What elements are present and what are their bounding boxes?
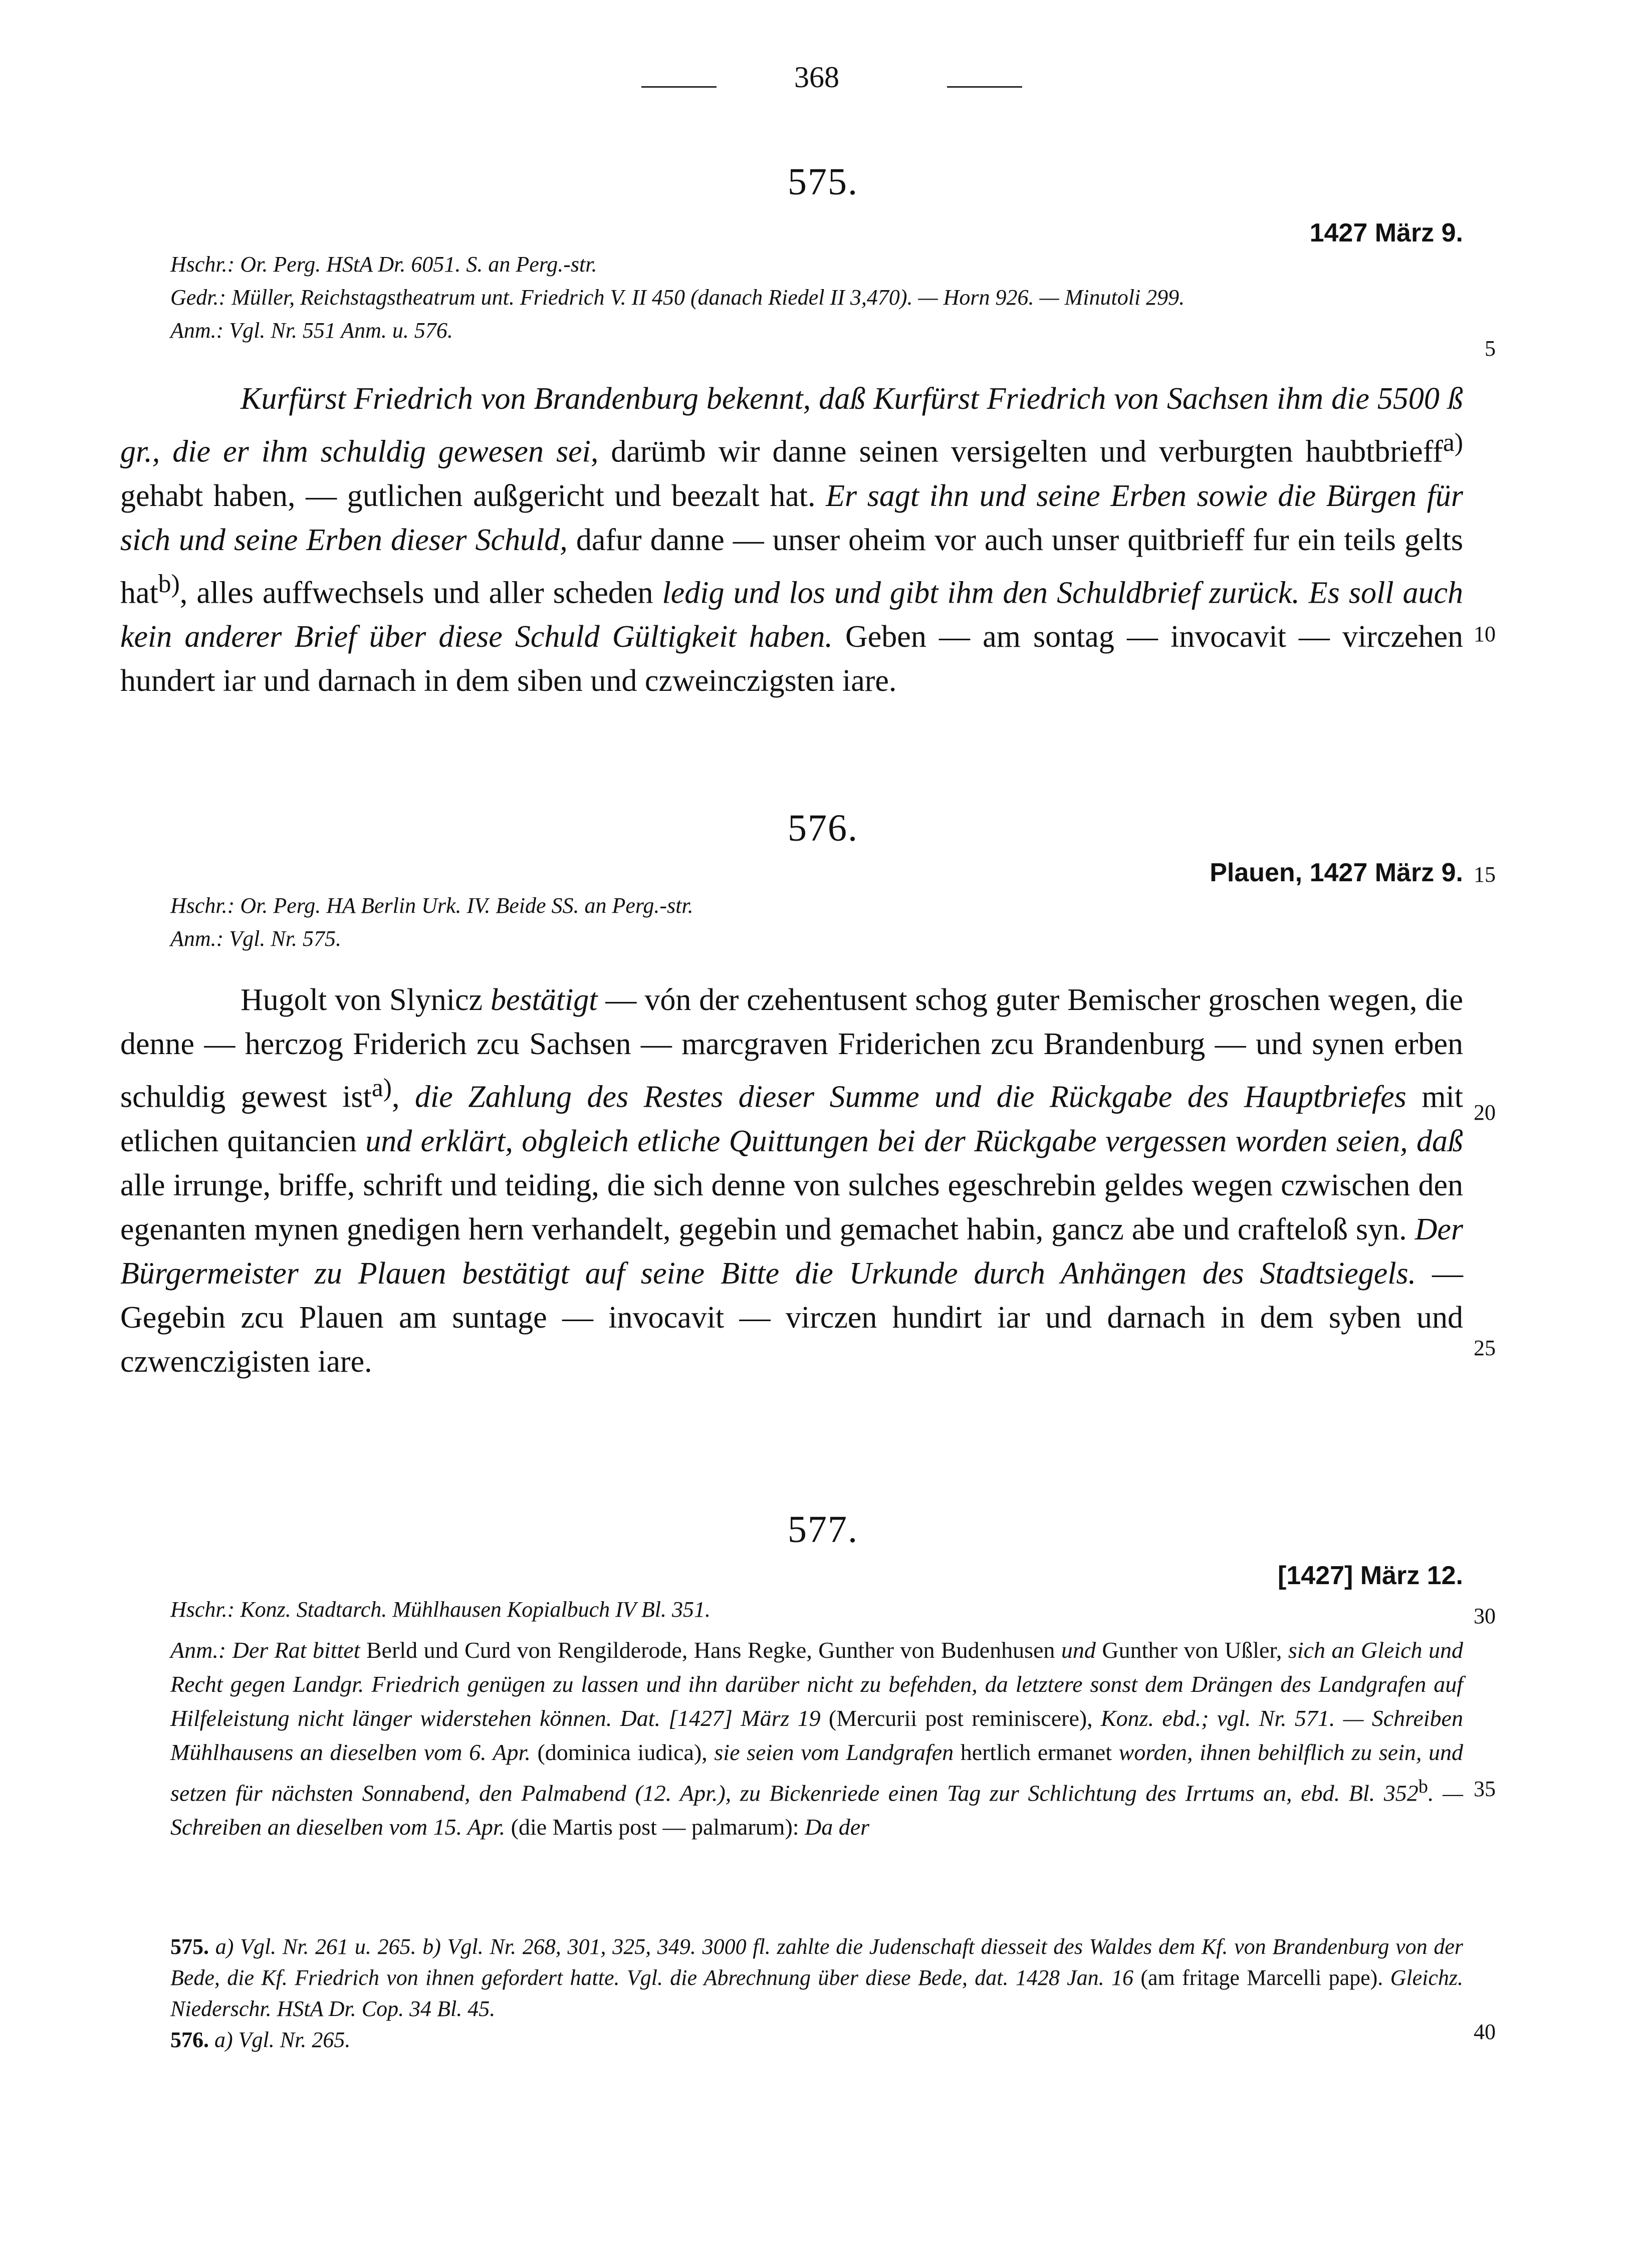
entry-date: Plauen, 1427 März 9. [1210,858,1463,887]
italic-text-run: Kurfürst Friedrich von Brandenburg bekennt, daß Kurfürst Friedrich von Sachsen ihm die 5500 ß gr., die er ihm schuldig gewesen sei, [120,382,1463,469]
text-run: gehabt haben, — gutlichen außgericht und beezalt hat. [120,478,826,513]
text-run: (Mercurii post reminiscere), [820,1705,1101,1731]
page-number: 368 [794,61,839,94]
entry-number: 575. [788,161,858,203]
italic-text-run: Gleichz. Niederschr. HStA Dr. Cop. 34 Bl. 45. [170,1965,1464,2021]
footnote [170,1931,1463,2025]
line-number: 15 [1474,862,1496,887]
italic-text-run: Der Bürgermeister zu Plauen bestätigt auf seine Bitte die Urkunde durch Anhängen des Stadtsiegels. [120,1212,1463,1291]
text-run: (die Martis post — palmarum): [505,1814,805,1840]
entry-date: [1427] März 12. [1278,1561,1463,1590]
text-run: (dominica iudica), [530,1739,715,1765]
text-run: , [392,1080,415,1114]
text-run: Geben — am sontag — invocavit — virczehen hundert iar und darnach in dem siben und czweinczigsten iare. [120,620,1463,698]
italic-text-run: a) Vgl. Nr. 265. [209,2028,351,2052]
entry-number: 576. [788,807,858,849]
italic-text-run: Er sagt ihn und seine Erben sowie die Bürgen für sich und seine Erben dieser Schuld, [120,478,1464,557]
footnote-marker: a) [371,1074,392,1102]
line-number: 10 [1474,622,1496,646]
entry-meta [170,1593,1463,1626]
italic-text-run: bestätigt [490,983,598,1017]
text-run: dafur danne — unser oheim vor auch unser quitbrieff fur ein teils gelts hat [120,523,1464,610]
meta-line: Gedr.: Müller, Reichstagstheatrum unt. Friedrich V. II 450 (danach Riedel II 3,470). — Horn 926. — Minutoli 299. [170,285,1185,310]
italic-text-run: Anm.: Der Rat bittet [170,1637,360,1663]
entry-notes [170,1633,1463,1844]
meta-line: Anm.: Vgl. Nr. 575. [170,926,341,951]
line-number: 30 [1474,1604,1496,1628]
italic-text-run: sich an Gleich und Recht gegen Landgr. Friedrich genügen zu lassen und ihn darüber nicht zu befehden, da letztere sonst dem Drängen des Landgrafen auf Hilfeleistung nicht länger widerstehen können. Dat. [1427] März 19 [170,1637,1464,1731]
meta-line: Hschr.: Or. Perg. HA Berlin Urk. IV. Beide SS. an Perg.-str. [170,893,693,918]
text-run: alle irrunge, briffe, schrift und teiding, die sich denne von sulches egeschrebin geldes wegen czwischen den egenanten mynen gnedigen hern verhandelt, gegebin und gemachet habin, gancz abe und crafteloß syn. [120,1168,1463,1246]
italic-text-run: worden, ihnen behilflich zu sein, und setzen für nächsten Sonnabend, den Palmabend (12. Apr.), zu Bickenriede einen Tag zur Schlichtung des Irrtums an, ebd. Bl. 352 [170,1739,1463,1806]
italic-text-run: Konz. ebd.; vgl. Nr. 571. — Schreiben Mühlhausens an dieselben vom 6. Apr. [170,1705,1463,1765]
header-rule-left [641,86,717,88]
footnote-number: 576. [170,2028,209,2052]
italic-text-run: die Zahlung des Restes dieser Summe und die Rückgabe des Hauptbriefes [415,1080,1406,1114]
entry-date: 1427 März 9. [1309,218,1463,247]
meta-line: Hschr.: Or. Perg. HStA Dr. 6051. S. an Perg.-str. [170,252,597,277]
text-run: Berld und Curd von Rengilderode, Hans Regke, Gunther von Budenhusen [360,1637,1061,1663]
footnote-marker: a) [1443,428,1464,457]
italic-text-run: ledig und los und gibt ihm den Schuldbrief zurück. Es soll auch kein anderer Brief über diese Schuld Gültigkeit haben. [120,576,1463,654]
text-run: — Gegebin zcu Plauen am suntage — invocavit — virczen hundirt iar und darnach in dem syben und czwenczigisten iare. [120,1256,1464,1379]
footnote [170,2025,1463,2056]
entry-meta [170,889,1463,955]
text-run: hertlich ermanet [954,1739,1119,1765]
footnote-number: 575. [170,1934,209,1959]
footnotes [170,1931,1463,2056]
text-run: , alles auffwechsels und aller scheden [179,576,662,610]
text-run: — vón der czehentusent schog guter Bemischer groschen wegen, die denne — herczog Friderich zcu Sachsen — marcgraven Friderichen zcu Brandenburg — und synen erben schuldig gewest ist [120,983,1463,1114]
text-run: mit etlichen quitancien [120,1080,1464,1158]
header-rule-right [947,86,1022,88]
entry-number: 577. [788,1508,858,1551]
line-number: 5 [1485,336,1496,361]
text-run: (am fritage Marcelli pape). [1133,1965,1390,1990]
text-run: Gunther von Ußler, [1095,1637,1288,1663]
italic-text-run: a) Vgl. Nr. 261 u. 265. b) Vgl. Nr. 268, 301, 325, 349. 3000 fl. zahlte die Judenschaft diesseit des Waldes dem Kf. von Brandenburg von der Bede, die Kf. Friedrich von ihnen gefordert hatte. Vgl. die Abrechnung über diese Bede, dat. 1428 Jan. 16 [170,1934,1463,1990]
footnote-marker: b [1418,1776,1428,1797]
italic-text-run: und erklärt, obgleich etliche Quittungen bei der Rückgabe vergessen worden seien, daß [365,1124,1464,1158]
line-number: 35 [1474,1777,1496,1801]
italic-text-run: Da der [805,1814,870,1840]
text-run: Hugolt von Slynicz [241,983,491,1017]
italic-text-run: . — Schreiben an dieselben vom 15. Apr. [170,1780,1463,1840]
entry-meta [170,248,1463,347]
meta-line: Anm.: Vgl. Nr. 551 Anm. u. 576. [170,318,453,343]
footnote-marker: b) [158,569,180,598]
italic-text-run: sie seien vom Landgrafen [714,1739,954,1765]
line-number: 25 [1474,1336,1496,1360]
text-run: darümb wir danne seinen versigelten und verburgten haubtbrieff [598,434,1443,469]
line-number: 20 [1474,1100,1496,1125]
italic-text-run: und [1061,1637,1096,1663]
meta-line: Hschr.: Konz. Stadtarch. Mühlhausen Kopialbuch IV Bl. 351. [170,1597,711,1622]
line-number: 40 [1474,2020,1496,2044]
entry-body [120,978,1463,1384]
entry-body [120,377,1463,703]
